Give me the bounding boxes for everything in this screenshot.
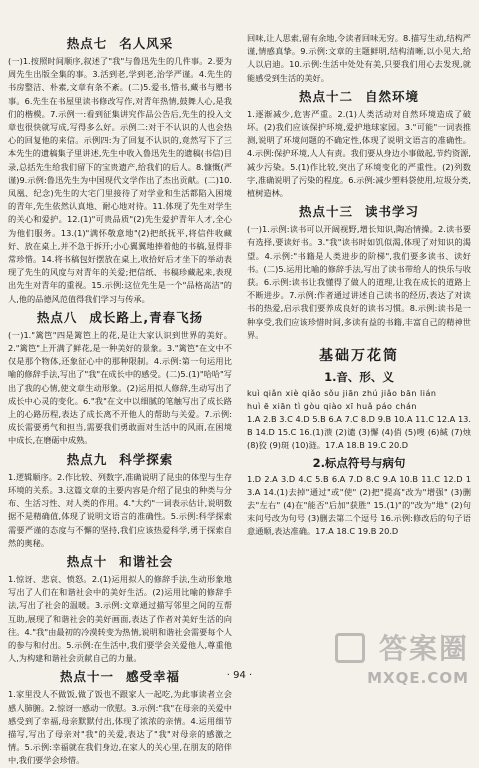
watermark-url: MXQE.COM (367, 669, 469, 687)
right-column (247, 32, 471, 539)
section-answers: 1.逐渐减少,危害严重。2.(1)人类活动对自然环境造成了破坏。(2)我们应该保护环境,爱护地球家园。3."可能"一词表推测,说明了环境问题的不确定性,体现了说明文语言的准确性。4.示例:保护环境,人人有责。我们要从身边小事做起,节约资源,减少污染。5.(1)作比较,突出了环境变化的严重性。(2)列数字,准确说明了污染的程度。6.示例:减少塑料袋使用,垃圾分类,植树造林。 (247, 108, 471, 199)
section-heading (8, 34, 232, 54)
section-answers: (一)1.示例:读书可以开阔视野,增长知识,陶冶情操。2.读书要有选择,要读好书。3."我"读书时如饥似渴,体现了对知识的渴望。4.示例:"书籍是人类进步的阶梯",我们要多读书、读好书。(二)5.运用比喻的修辞手法,写出了读书带给人的快乐与收获。6.示例:读书让我懂得了做人的道理,让我在成长的道路上不断进步。7.示例:作者通过讲述自己读书的经历,表达了对读书的热爱,启示我们要养成良好的读书习惯。8.示例:读书是一种享受,我们应该珍惜时间,多读有益的书籍,丰富自己的精神世界。 (247, 224, 471, 340)
continued-answers: 回味,让人思索,留有余地,令读者回味无穷。8.描写生动,结构严谨,情感真挚。9.示例:文章的主题鲜明,结构清晰,以小见大,给人以启迪。10.示例:生活中处处有美,只要我们用心去发现,就能感受到生活的美好。 (247, 33, 471, 83)
section-topic: 和谐社会 (119, 553, 174, 569)
section-number: 热点八 (36, 309, 78, 325)
section-topic: 感受幸福 (126, 669, 181, 685)
left-column (8, 32, 232, 768)
section-topic: 读书学习 (365, 204, 420, 220)
section-answers: 1.惊讶、悲哀、愤怒。2.(1)运用拟人的修辞手法,生动形象地写出了人们在和谐社会中的美好生活。(2)运用比喻的修辞手法,写出了社会的温暖。3.示例:文章通过描写邻里之间的互帮互助,展现了和谐社会的美好画面,表达了作者对美好生活的向往。4."我"由最初的冷漠转变为热情,说明和谐社会需要每个人的参与和付出。5.示例:在生活中,我们要学会关爱他人,尊重他人,为构建和谐社会贡献自己的力量。 (8, 573, 232, 664)
basics-part1-answers: 1.A 2.B 3.C 4.D 5.B 6.A 7.C 8.D 9.B 10.A 11.C 12.A 13.B 14.D 15.C 16.(1)溃 (2)谴 (3)懈 (4)俏 (5)嗖 (6)缄 (7)烛 (8)狡 (9)斑 (10)涟。17.A 18.B 19.C 20.D (247, 414, 471, 451)
section-heading (8, 450, 232, 470)
checkbox-logo-icon (335, 633, 365, 663)
section-number: 热点十 (66, 553, 108, 569)
section-heading (8, 308, 232, 328)
section-topic: 名人风采 (119, 36, 174, 51)
pinyin-line: kuì qiǎn xiè qiǎo sǒu jiān zhú jiǎo bān lián (247, 389, 437, 399)
section-heading (247, 87, 471, 107)
pinyin-line: huì ē xiān tì gòu qiào xī huǎ páo chán (247, 402, 417, 412)
section-number: 热点九 (66, 451, 108, 467)
section-topic: 自然环境 (365, 88, 420, 104)
section-number: 热点十二 (298, 88, 353, 104)
page-number: · 94 · (226, 670, 253, 681)
section-number: 热点十一 (59, 669, 114, 685)
section-number: 热点七 (66, 36, 108, 51)
section-heading (8, 552, 232, 572)
section-number: 热点十三 (298, 204, 353, 220)
section-heading (247, 202, 471, 222)
section-answers: (一)1."篱笆"四是篱笆上的花,是让大家认识到世界的美好。2."篱笆"上开满了鲜花,是一种美好的景象。3."篱笆"在文中不仅是那个物体,还象征心中的那种限制。4.示例:第一句运用比喻的修辞手法,写出了"我"在成长中的感受。(二)5.(1)"哈哈"写出了我的心情,使文章生动形象。(2)运用拟人修辞,生动写出了成长中心灵的变化。6."我"在文中以细腻的笔触写出了成长路上的心路历程,表达了成长离不开他人的帮助与关爱。7.示例:成长需要勇气和担当,需要我们勇敢面对生活中的风雨,在困境中成长,在磨砺中成熟。 (8, 329, 232, 446)
section-answers: (一)1.按照时间顺序,叙述了"我"与鲁迅先生的几件事。2.要为周先生出版全集的事。3.活到老,学到老,治学严谨。4.先生的书房整洁、朴素,文章有条不紊。(二)5.爱书,惜书,藏书与赠书事。6.先生在书屋里读书修改写作,对青年热情,鼓舞人心,是我们的楷模。7.示例一:看到征集讲究作品公告后,先生的投入文章也很快就写成,写得多么好。示例二:对于不认识的人也会热心的回复他的来信。示例四:为了回复不认识的,竟然写下了三本先生的遗稿集子里讲述,先生中收入鲁迅先生的遗稿(书信)目录,总括先生给我们留下的宝贵遗产,给我们的后人。8.慷慨(严谨)9.示例:鲁迅先生为中国现代文学作出了杰出贡献。(二)10.凤凰、纪念)先生的大宅门里接待了对学业和生活都陷入困境的青年,先生依然认真地、耐心地对待。11.体现了先生对学生的关心和爱护。12.(1)"可贵品质"(2)先生爱护青年人才,全心为他们服务。13.(1)"满怀敬意地"(2)把纸抚平,将信件收藏好、放在桌上,并不急于拆开;小心翼翼地捧着他的书稿,显得非常珍惜。14.将书稿包好摆放在桌上,收拾好后才坐下的举动表现了先生的风度与对青年的关爱;把信纸、书稿珍藏起来,表现出先生对青年的重视。15.示例:这位先生是一个"品格高洁"的人,他的品德风范值得我们学习与传承。 (8, 56, 232, 304)
section-topic: 科学探索 (119, 451, 174, 467)
watermark-text: 答案圈 (378, 632, 469, 665)
section-answers: 1.家里没人不做饭,做了饭也不跟家人一起吃,为此事读者立会感人肺腑。2.惊讶一感动一欣慰。3.示例:"我"在母亲的关爱中感受到了幸福,母亲默默付出,体现了浓浓的亲情。4.运用细节描写,写出了母亲对"我"的关爱,表达了"我"对母亲的感激之情。5.示例:幸福就在我们身边,在家人的关心里,在朋友的陪伴中,我们要学会珍惜。 (8, 689, 232, 766)
basics-heading: 基础万花筒 (319, 348, 399, 365)
section-topic: 成长路上,青春飞扬 (89, 309, 204, 325)
section-answers: 1.逻辑顺序。2.作比较、列数字,准确说明了昆虫的体型与生存环境的关系。3.这篇文章的主要内容是介绍了昆虫的种类与分布、生活习性、对人类的作用。4."大约"一词表示估计,说明数据不是精确值,体现了说明文语言的准确性。5.示例:科学探索需要严谨的态度与不懈的坚持,我们应该热爱科学,勇于探索自然的奥秘。 (8, 471, 232, 548)
site-watermark (333, 627, 473, 689)
basics-part1-heading: 1.音、形、义 (324, 370, 394, 385)
basics-part2-answers: 1.D 2.A 3.D 4.C 5.B 6.A 7.D 8.C 9.A 10.B 11.C 12.D 13.A 14.(1)去掉"通过"或"使" (2)把"提高"改为"增强" (3)删去"左右" (4)在"能否"后加"获胜" 15.(1)"的"改为"地" (2)句末问号改为句号 (3)删去第二个逗号 16.示例:修改后的句子语意通顺,表达准确。17.A 18.C 19.B 20.D (247, 473, 471, 537)
basics-part2-heading: 2.标点符号与病句 (312, 455, 406, 470)
